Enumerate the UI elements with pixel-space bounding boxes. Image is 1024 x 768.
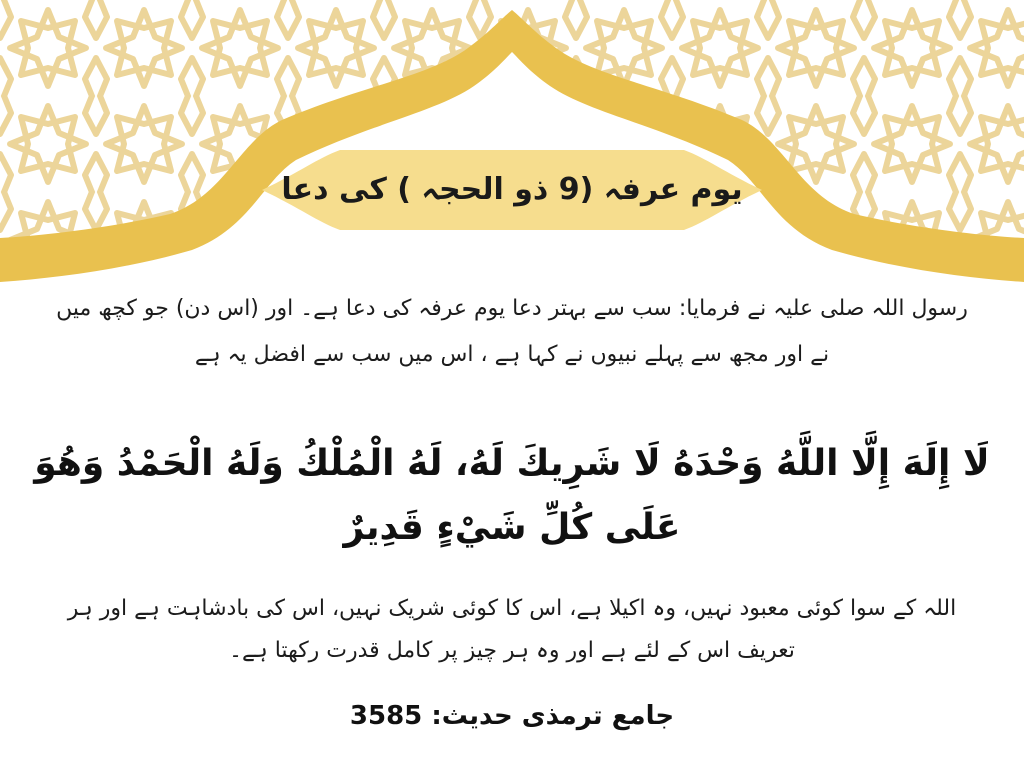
hadith-reference: جامع ترمذی حدیث: 3585 [349,701,675,731]
dua-arabic-text: لَا إِلَهَ إِلَّا اللَّهُ وَحْدَهُ لَا شَرِيكَ لَهُ، لَهُ الْمُلْكُ وَلَهُ الْحَمْدُ وَهُوَ عَلَى كُلِّ شَيْءٍ قَدِيرٌ [34,443,990,548]
hadith-intro-text: رسول اللہ صلی علیہ نے فرمایا: سب سے بہتر دعا یوم عرفہ کی دعا ہے۔ اور (اس دن) جو کچھ میں نے اور مجھ سے پہلے نبیوں نے کہا ہے ، اس میں سب سے افضل یہ ہے [56,296,968,367]
urdu-translation-text: اللہ کے سوا کوئی معبود نہیں، وہ اکیلا ہے، اس کا کوئی شریک نہیں، اس کی بادشاہت ہے اور ہر تعریف اس کے لئے ہے اور وہ ہر چیز پر کامل قدرت رکھتا ہے۔ [67,596,957,663]
page-title: یوم عرفہ (9 ذو الحجہ ) کی دعا [281,172,743,207]
